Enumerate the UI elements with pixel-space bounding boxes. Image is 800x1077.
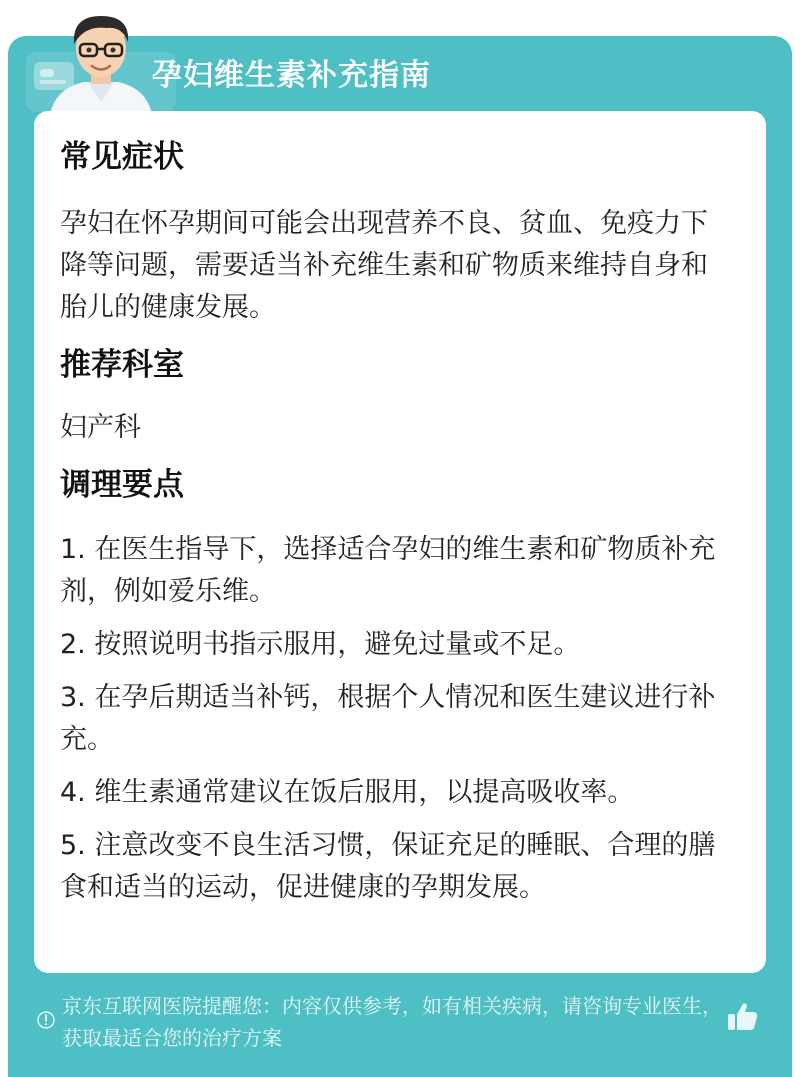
info-icon xyxy=(36,1010,56,1030)
doctor-avatar-icon xyxy=(46,6,156,114)
care-item: 3. 在孕后期适当补钙，根据个人情况和医生建议进行补充。 xyxy=(60,682,716,755)
care-item: 1. 在医生指导下，选择适合孕妇的维生素和矿物质补充剂，例如爱乐维。 xyxy=(60,534,716,607)
department-text: 妇产科 xyxy=(60,412,141,443)
department-heading: 推荐科室 xyxy=(60,347,184,383)
care-heading: 调理要点 xyxy=(60,467,184,503)
disclaimer-text: 京东互联网医院提醒您：内容仅供参考，如有相关疾病，请咨询专业医生，获取最适合您的治疗方案 xyxy=(62,994,722,1050)
content-card xyxy=(34,111,766,973)
thumbs-up-icon[interactable] xyxy=(724,998,760,1034)
care-item: 2. 按照说明书指示服用，避免过量或不足。 xyxy=(60,629,581,660)
content-body xyxy=(60,135,730,909)
care-item: 5. 注意改变不良生活习惯，保证充足的睡眠、合理的膳食和适当的运动，促进健康的孕期发展。 xyxy=(60,830,716,903)
symptoms-text: 孕妇在怀孕期间可能会出现营养不良、贫血、免疫力下降等问题，需要适当补充维生素和矿物质来维持自身和胎儿的健康发展。 xyxy=(60,208,708,323)
symptoms-heading: 常见症状 xyxy=(60,139,184,175)
care-item: 4. 维生素通常建议在饭后服用，以提高吸收率。 xyxy=(60,777,635,808)
page-title: 孕妇维生素补充指南 xyxy=(152,58,431,93)
